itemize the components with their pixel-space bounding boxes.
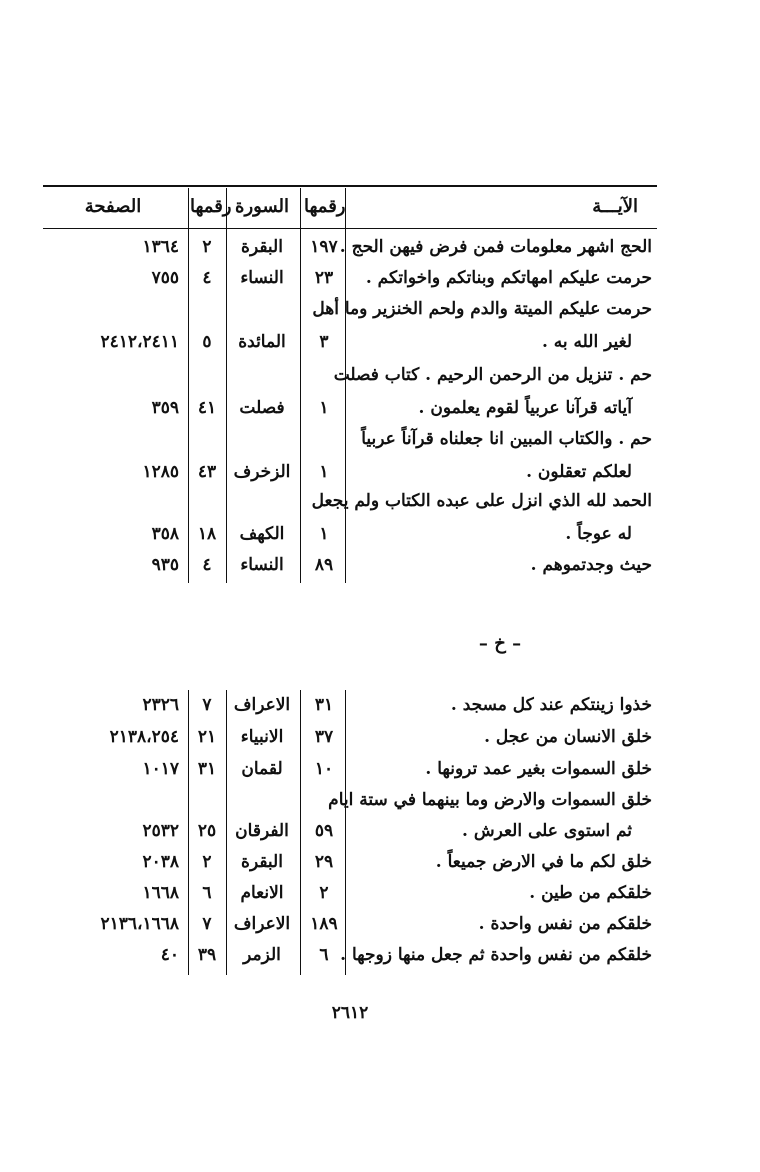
verse-text: حيث وجدتموهم . <box>530 555 652 575</box>
page-reference: ٣٥٩ <box>151 398 179 418</box>
verse-text: خلق لكم ما في الارض جميعاً . <box>435 852 652 872</box>
column-divider <box>345 690 346 975</box>
verse-number: ٨٩ <box>314 555 334 575</box>
verse-text: حرمت عليكم الميتة والدم ولحم الخنزير وما أهل <box>312 299 652 319</box>
page-reference: ١٠١٧ <box>142 759 179 779</box>
verse-text: خلقكم من طين . <box>529 883 652 903</box>
sura-number: ٧ <box>202 914 212 934</box>
verse-text: لغير الله به . <box>541 332 632 352</box>
column-divider <box>188 188 189 583</box>
verse-number: ١٨٩ <box>310 914 338 934</box>
sura-number: ٢ <box>202 852 212 872</box>
header-verse-number: رقمها <box>304 196 346 217</box>
page-number: ٢٦١٢ <box>331 1003 369 1023</box>
page-reference: ٢٣٢٦ <box>142 695 179 715</box>
column-divider <box>300 690 301 975</box>
header-sura: السورة <box>235 196 289 217</box>
sura-name: البقرة <box>241 237 283 257</box>
column-divider <box>226 188 227 583</box>
sura-number: ٤٣ <box>197 462 217 482</box>
page-reference: ٢١٣٦،١٦٦٨ <box>100 914 179 934</box>
page-reference: ٤٠ <box>160 945 179 965</box>
verse-number: ٣١ <box>314 695 334 715</box>
verse-number: ٢ <box>319 883 329 903</box>
verse-text: خلقكم من نفس واحدة . <box>478 914 652 934</box>
header-page: الصفحة <box>84 196 142 217</box>
verse-text: خلق الانسان من عجل . <box>484 727 652 747</box>
page-reference: ٢٤١٢،٢٤١١ <box>100 332 179 352</box>
sura-number: ٤١ <box>197 398 217 418</box>
sura-name: البقرة <box>241 852 283 872</box>
verse-number: ١ <box>319 524 329 544</box>
sura-name: الزخرف <box>233 462 291 482</box>
header-sura-number: رقمها <box>190 196 232 217</box>
column-divider <box>226 690 227 975</box>
verse-text: ثم استوى على العرش . <box>462 821 632 841</box>
verse-text: الحمد لله الذي انزل على عبده الكتاب ولم يجعل <box>311 491 652 511</box>
verse-text: خذوا زينتكم عند كل مسجد . <box>450 695 652 715</box>
column-divider <box>188 690 189 975</box>
sura-name: الاعراف <box>233 695 291 715</box>
verse-number: ١٠ <box>314 759 334 779</box>
sura-name: الكهف <box>239 524 285 544</box>
verse-text: لعلكم تعقلون . <box>526 462 632 482</box>
page-reference: ٢١٣٨،٢٥٤ <box>109 727 179 747</box>
sura-number: ٤ <box>202 268 212 288</box>
top-rule <box>43 185 657 187</box>
verse-text: حرمت عليكم امهاتكم وبناتكم واخواتكم . <box>365 268 652 288</box>
verse-text: خلقكم من نفس واحدة ثم جعل منها زوجها . <box>340 945 652 965</box>
sura-number: ١٨ <box>197 524 217 544</box>
sura-name: لقمان <box>241 759 283 779</box>
sura-number: ٢ <box>202 237 212 257</box>
sura-name: الاعراف <box>233 914 291 934</box>
sura-name: النساء <box>240 268 284 288</box>
sura-name: الانعام <box>240 883 284 903</box>
section-letter: – خ – <box>478 633 522 654</box>
sura-number: ٣١ <box>197 759 217 779</box>
page-reference: ٣٥٨ <box>151 524 179 544</box>
sura-name: النساء <box>240 555 284 575</box>
header-rule <box>43 228 657 229</box>
verse-text: حم . تنزيل من الرحمن الرحيم . كتاب فصلت <box>333 365 652 385</box>
verse-number: ١٩٧ <box>310 237 338 257</box>
sura-name: الانبياء <box>240 727 284 747</box>
verse-number: ٥٩ <box>314 821 334 841</box>
page-reference: ٩٣٥ <box>151 555 179 575</box>
sura-name: فصلت <box>239 398 285 418</box>
page-reference: ١٢٨٥ <box>142 462 179 482</box>
sura-number: ٢٥ <box>197 821 217 841</box>
page-reference: ٢٠٣٨ <box>142 852 179 872</box>
sura-number: ٥ <box>202 332 212 352</box>
sura-number: ٦ <box>202 883 212 903</box>
verse-text: آياته قرآنا عربياً لقوم يعلمون . <box>418 398 632 418</box>
page-reference: ١٣٦٤ <box>142 237 179 257</box>
sura-number: ٧ <box>202 695 212 715</box>
sura-name: الزمر <box>243 945 281 965</box>
sura-number: ٣٩ <box>197 945 217 965</box>
verse-number: ١ <box>319 462 329 482</box>
verse-number: ٢٩ <box>314 852 334 872</box>
verse-text: الحج اشهر معلومات فمن فرض فيهن الحج . <box>339 237 652 257</box>
verse-text: له عوجاً . <box>565 524 632 544</box>
sura-name: الفرقان <box>235 821 289 841</box>
column-divider <box>300 188 301 583</box>
verse-text: حم . والكتاب المبين انا جعلناه قرآناً عربياً <box>361 429 652 449</box>
page-reference: ٧٥٥ <box>151 268 179 288</box>
sura-number: ٤ <box>202 555 212 575</box>
verse-number: ٣ <box>319 332 329 352</box>
sura-name: المائدة <box>238 332 286 352</box>
verse-number: ١ <box>319 398 329 418</box>
verse-number: ٦ <box>319 945 329 965</box>
page-reference: ١٦٦٨ <box>142 883 179 903</box>
verse-text: خلق السموات بغير عمد ترونها . <box>425 759 652 779</box>
sura-number: ٢١ <box>197 727 217 747</box>
verse-number: ٣٧ <box>314 727 334 747</box>
verse-text: خلق السموات والارض وما بينهما في ستة ايام <box>328 790 652 810</box>
verse-number: ٢٣ <box>314 268 334 288</box>
header-verse: الآيـــة <box>592 196 638 217</box>
page-reference: ٢٥٣٢ <box>142 821 179 841</box>
